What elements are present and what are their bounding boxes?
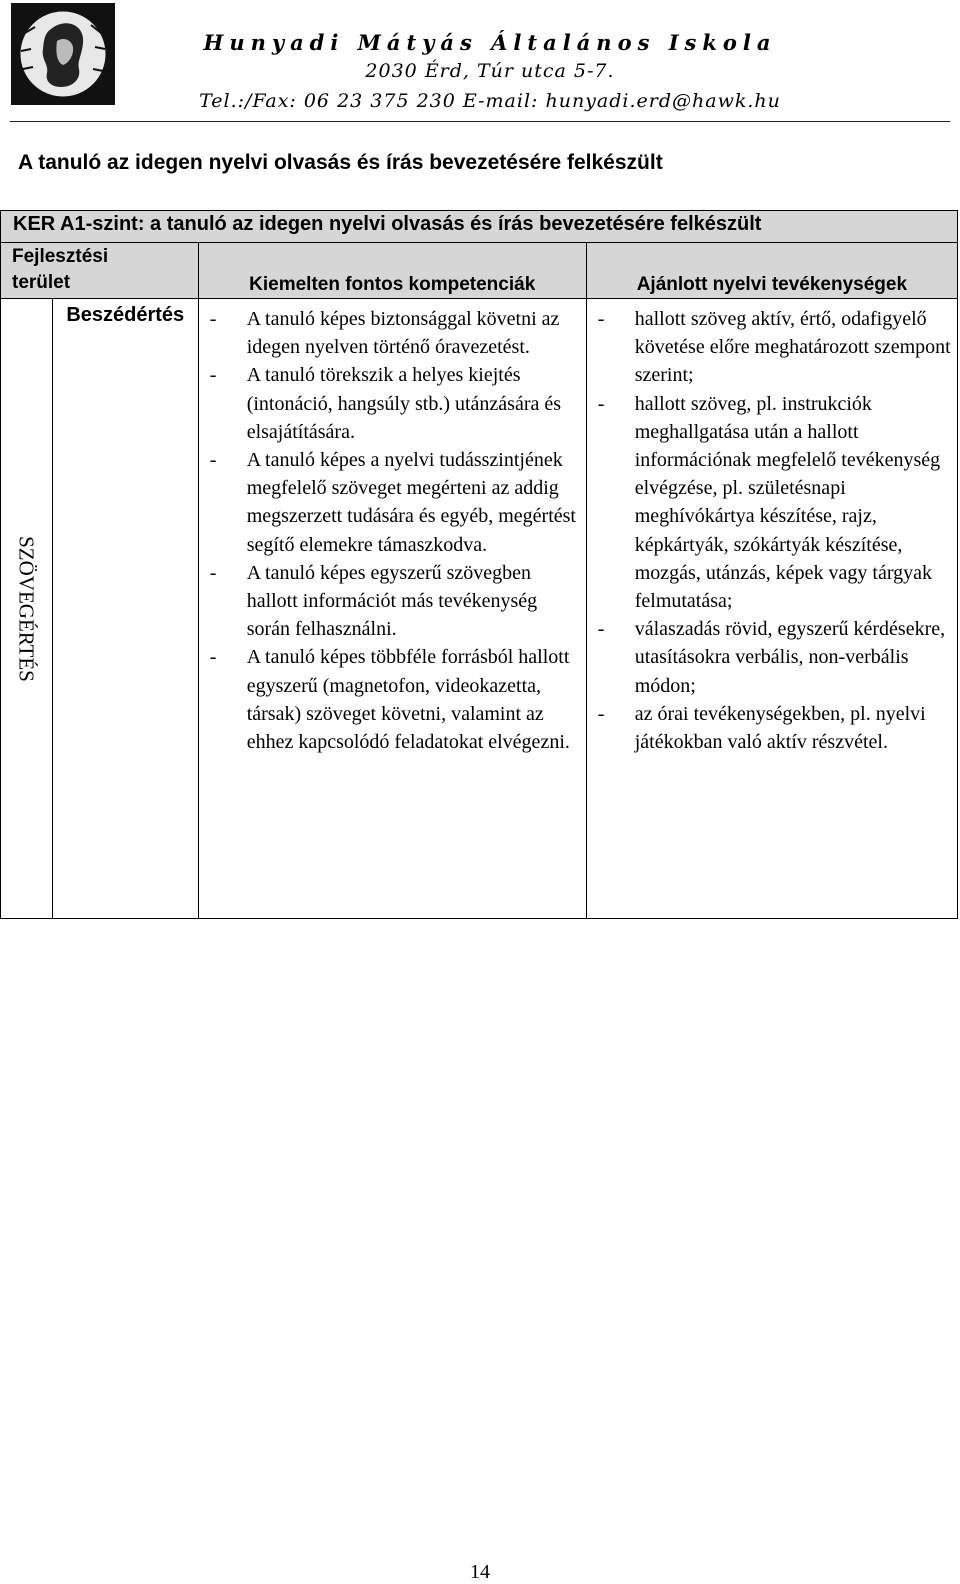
list-item: - hallott szöveg aktív, értő, odafigyelő követése előre meghatározott szempont szerint; (597, 308, 951, 387)
page-heading: A tanuló az idegen nyelvi olvasás és írás bevezetésére felkészült (18, 151, 663, 174)
header-area (1, 243, 199, 299)
page-number: 14 (470, 1561, 490, 1583)
list-item: - A tanuló képes biztonsággal követni az idegen nyelven történő óravezetést. (209, 308, 560, 359)
activities-cell (586, 299, 957, 919)
header-activities: Ajánlott nyelvi tevékenységek (586, 243, 957, 299)
school-contact: Tel.:/Fax: 06 23 375 230 E-mail: hunyadi.erd@hawk.hu (199, 90, 781, 112)
school-name: Hunyadi Mátyás Általános Iskola (203, 30, 777, 55)
list-item: - hallott szöveg, pl. instrukciók meghallgatása után a hallott információnak megfelelő tevékenység elvégzése, pl. születésnapi meghívókártya készítése, rajz, képkártyák, szókártyák készítése, mozgás, utánzás, képek vagy tárgyak felmutatása; (597, 392, 941, 613)
coin-portrait-logo-icon (11, 3, 115, 105)
header-competencies: Kiemelten fontos kompetenciák (198, 243, 586, 299)
list-item: - A tanuló képes egyszerű szövegben hallott információt más tevékenység során felhasználni. (209, 561, 538, 641)
list-item: - A tanuló képes többféle forrásból hallott egyszerű (magnetofon, videokazetta, társak) szöveget követni, valamint az ehhez kapcsolódó feladatokat elvégezni. (209, 646, 570, 754)
table-header-row (1, 243, 958, 299)
competencies-cell (198, 299, 586, 919)
competency-table (0, 210, 958, 919)
list-item: - A tanuló képes a nyelvi tudásszintjének megfelelő szöveget megérteni az addig megszerzett tudására és egyéb, megértést segítő elemekre támaszkodva. (209, 449, 576, 556)
header-area-label: Fejlesztési terület (12, 246, 109, 293)
area-label: SZÖVEGÉRTÉS (14, 535, 39, 682)
school-address: 2030 Érd, Túr utca 5-7. (365, 60, 615, 82)
school-logo (11, 3, 115, 105)
area-cell (1, 299, 53, 919)
subarea-cell: Beszédértés (52, 299, 198, 919)
table-caption: KER A1-szint: a tanuló az idegen nyelvi olvasás és írás bevezetésére felkészült (1, 211, 958, 243)
table-row (1, 299, 958, 919)
list-item: - A tanuló törekszik a helyes kiejtés (intonáció, hangsúly stb.) utánzására és elsajátítására. (209, 364, 562, 443)
list-item: - az órai tevékenységekben, pl. nyelvi játékokban való aktív részvétel. (597, 702, 926, 754)
list-item: - válaszadás rövid, egyszerű kérdésekre, utasításokra verbális, non-verbális módon; (597, 618, 946, 697)
header-divider (10, 121, 950, 122)
